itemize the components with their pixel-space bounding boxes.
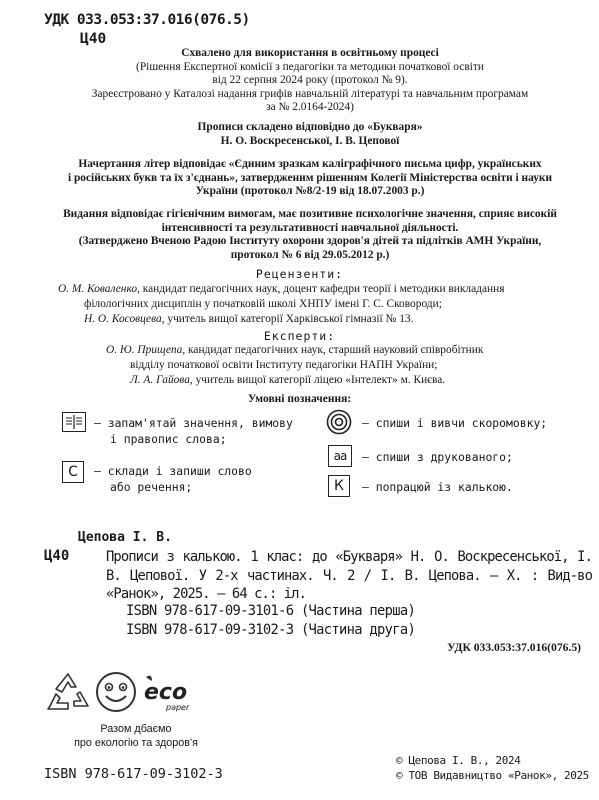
legend-tracing-text: — попрацюй із калькою.	[362, 480, 513, 494]
copyright-publisher: © ТОВ Видавництво «Ранок», 2025	[396, 769, 589, 782]
catalog-index: Ц40	[44, 548, 70, 564]
letters-block	[30, 158, 590, 199]
index-code: Ц40	[80, 31, 107, 47]
reviewers-list: О. М. Коваленко, кандидат педагогічних наук, доцент кафедри теорії і методики викладання філологічних дисциплін у початковій школі ХНПУ імені Г. С. Сковороди; Н. О. Косовцева, учитель вищої категорії Харківської гімназії № 13.	[58, 283, 505, 325]
compiled-block	[30, 121, 590, 148]
footer-isbn: ISBN 978-617-09-3102-3	[44, 766, 223, 782]
compose-icon: С	[62, 461, 84, 483]
isbn-part-two: ISBN 978-617-09-3102-3 (Частина друга)	[126, 621, 416, 638]
letters-line: і російських букв та їх з'єднань», затвердженим рішенням Колегії Міністерства освіти і науки	[67, 171, 553, 184]
approval-block	[30, 47, 590, 115]
hygiene-line: протокол № 6 від 29.05.2012 р.)	[230, 248, 390, 261]
eco-paper-logo	[138, 671, 212, 713]
reviewer-name: Н. О. Косовцева	[84, 313, 162, 325]
compiled-line: Н. О. Воскресенської, І. В. Цепової	[220, 134, 400, 147]
approval-line: від 22 серпня 2024 року (протокол № 9).	[212, 74, 408, 87]
approval-line: за № 2.0164-2024)	[266, 101, 354, 114]
legend-book-text: — запам'ятай значення, вимову і правопис слова;	[94, 416, 293, 446]
udk-code: УДК 033.053:37.016(076.5)	[44, 12, 250, 28]
experts-label: Експерти:	[263, 329, 336, 343]
approval-title: Схвалено для використання в освітньому процесі	[181, 47, 439, 59]
approval-line: Зареєстровано у Каталозі надання грифів навчальній літературі та навчальним програмам	[91, 87, 529, 100]
hygiene-block	[30, 208, 590, 262]
print-icon: аа	[328, 445, 352, 467]
catalog-udk: УДК 033.053:37.016(076.5)	[447, 641, 581, 654]
book-icon	[62, 412, 86, 432]
expert-name: О. Ю. Прищепа	[106, 344, 183, 356]
tracing-icon: К	[328, 475, 350, 497]
isbn-part-one: ISBN 978-617-09-3101-6 (Частина перша)	[126, 603, 416, 619]
legend-tongue-text: — спиши і вивчи скоромовку;	[362, 416, 548, 430]
reviewers-label: Рецензенти:	[255, 267, 344, 281]
compiled-line: Прописи складено відповідно до «Букваря»	[197, 121, 423, 133]
eco-logo-word: eco	[144, 680, 188, 705]
catalog-isbn-list	[126, 602, 415, 639]
letters-line: Начертання літер відповідає «Єдиним зразкам каліграфічного письма цифр, українських	[78, 158, 542, 170]
hygiene-line: Видання відповідає гігієнічним вимогам, має позитивне психологічне значення, сприяє високій	[63, 208, 557, 220]
copyright-author: © Цепова І. В., 2024	[396, 754, 521, 767]
legend-compose-text: — склади і запиши слово або речення;	[94, 464, 252, 494]
catalog-description: Прописи з калькою. 1 клас: до «Букваря» Н. О. Воскресенської, І. В. Цепової. У 2-х частинах. Ч. 2 / І. В. Цепова. — Х. : Вид-во «Ранок», 2025. — 64 с.: іл.	[106, 549, 592, 602]
expert-name: Л. А. Гайова	[130, 374, 190, 386]
recycle-icon	[44, 670, 92, 714]
legend-print-text: — спиши з друкованого;	[362, 450, 513, 464]
legend-title: Умовні позначення:	[247, 393, 352, 405]
approval-line: (Рішення Експертної комісії з педагогіки та методики початкової освіти	[136, 60, 484, 73]
eco-slogan: Разом дбаємо про екологію та здоров'я	[74, 723, 198, 749]
eco-logo-sub: paper	[166, 703, 190, 712]
reviewer-name: О. М. Коваленко	[58, 283, 138, 295]
catalog-author: Цепова І. В.	[78, 530, 172, 545]
experts-list: О. Ю. Прищепа, кандидат педагогічних наук, старший науковий співробітник відділу початкової освіти Інституту педагогіки НАПН України; Л. А. Гайова, учитель вищої категорії ліцею «Інтелект» м. Києва.	[106, 344, 484, 386]
letters-line: України (протокол №8/2-19 від 18.07.2003 р.)	[195, 185, 425, 198]
smile-icon	[94, 670, 138, 714]
tongue-twister-icon	[326, 409, 352, 435]
hygiene-line: інтенсивності та результативності навчальної діяльності.	[161, 221, 459, 234]
hygiene-line: (Затверджено Вченою Радою Інституту охорони здоров'я дітей та підлітків АМН України,	[78, 235, 542, 248]
